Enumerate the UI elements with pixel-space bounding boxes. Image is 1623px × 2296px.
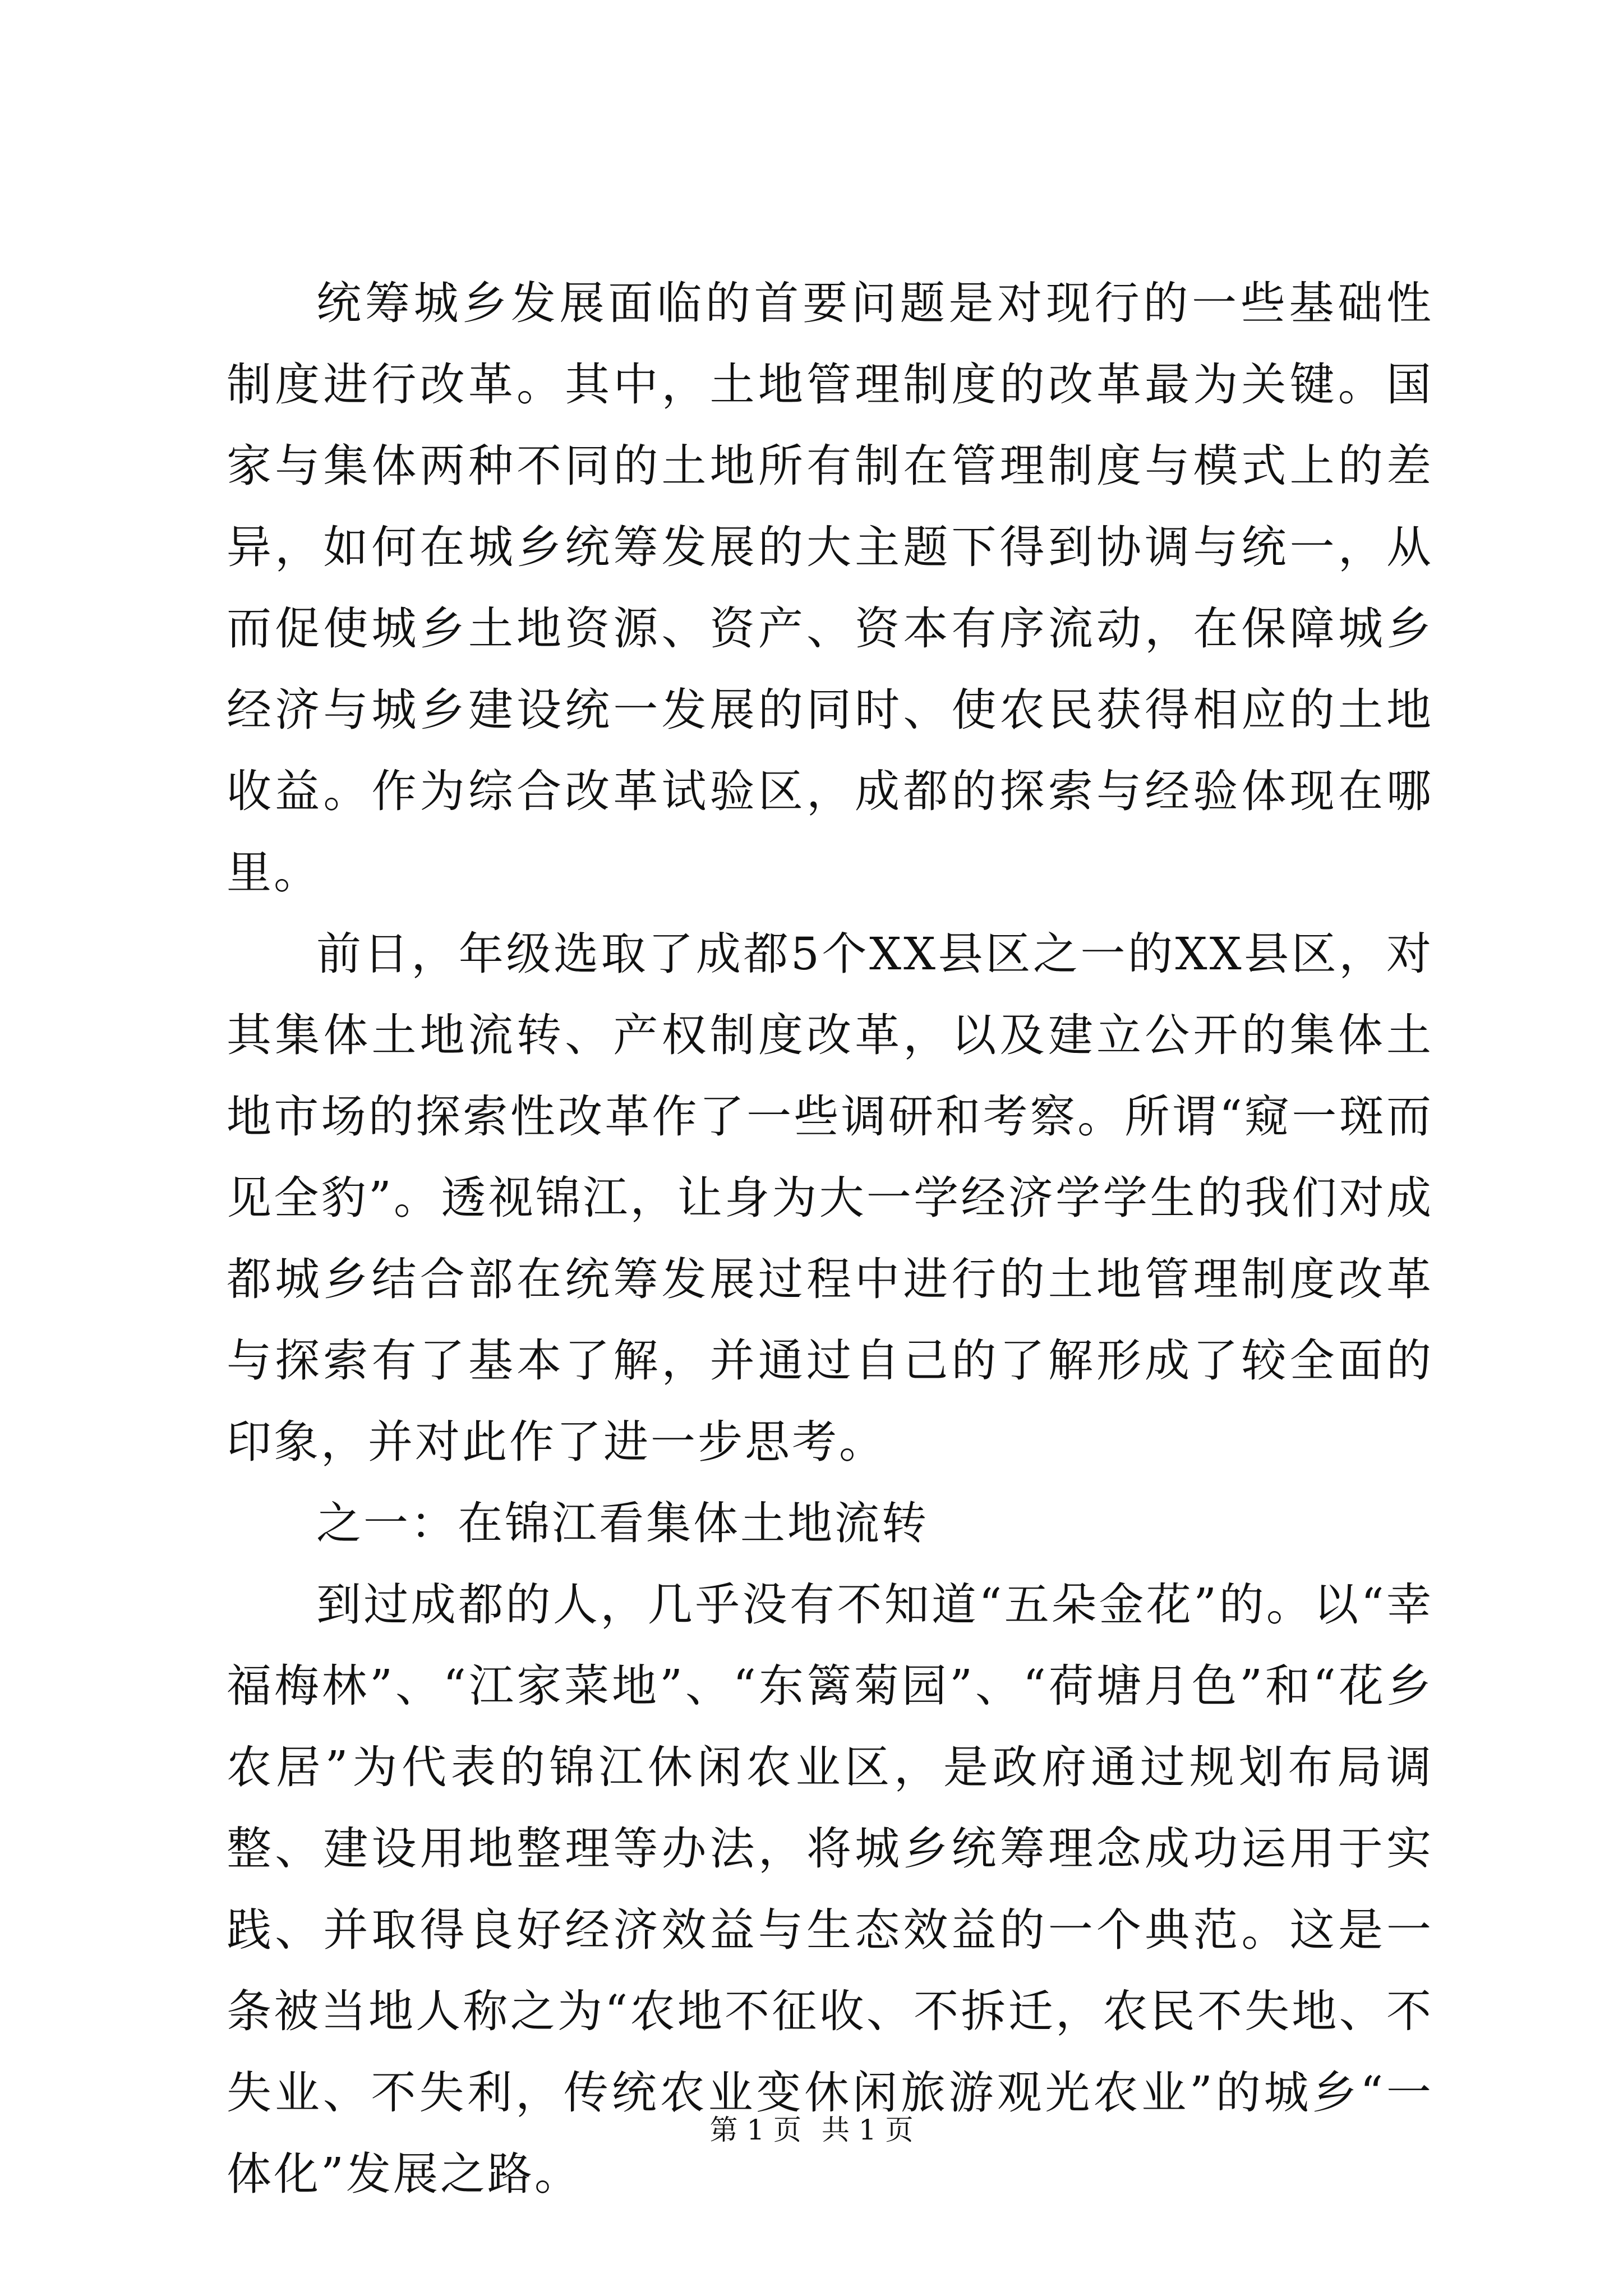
document-body xyxy=(227,263,1433,2215)
paragraph-intro: 统筹城乡发展面临的首要问题是对现行的一些基础性制度进行改革。其中，土地管理制度的改革最为关键。国家与集体两种不同的土地所有制在管理制度与模式上的差异，如何在城乡统筹发展的大主题下得到协调与统一，从而促使城乡土地资源、资产、资本有序流动，在保障城乡经济与城乡建设统一发展的同时、使农民获得相应的土地收益。作为综合改革试验区，成都的探索与经验体现在哪里。 xyxy=(227,277,1433,899)
page-number: 第 1 页 xyxy=(709,2114,802,2146)
paragraph-section-one: 到过成都的人，几乎没有不知道“五朵金花”的。以“幸福梅林”、“江家菜地”、“东篱菊园”、“荷塘月色”和“花乡农居”为代表的锦江休闲农业区，是政府通过规划布局调整、建设用地整理等办法，将城乡统筹理念成功运用于实践、并取得良好经济效益与生态效益的一个典范。这是一条被当地人称之为“农地不征收、不拆迁，农民不失地、不失业、不失利，传统农业变休闲旅游观光农业”的城乡“一体化”发展之路。 xyxy=(227,1579,1433,2200)
section-heading: 之一：在锦江看集体土地流转 xyxy=(316,1497,929,1549)
page-footer xyxy=(0,2110,1623,2150)
paragraph-investigation: 前日，年级选取了成都5个XX县区之一的XX县区，对其集体土地流转、产权制度改革，以及建立公开的集体土地市场的探索性改革作了一些调研和考察。所谓“窥一斑而见全豹”。透视锦江，让身为大一学经济学学生的我们对成都城乡结合部在统筹发展过程中进行的土地管理制度改革与探索有了基本了解，并通过自己的了解形成了较全面的印象，并对此作了进一步思考。 xyxy=(227,928,1433,1468)
page-total: 共 1 页 xyxy=(821,2114,914,2146)
